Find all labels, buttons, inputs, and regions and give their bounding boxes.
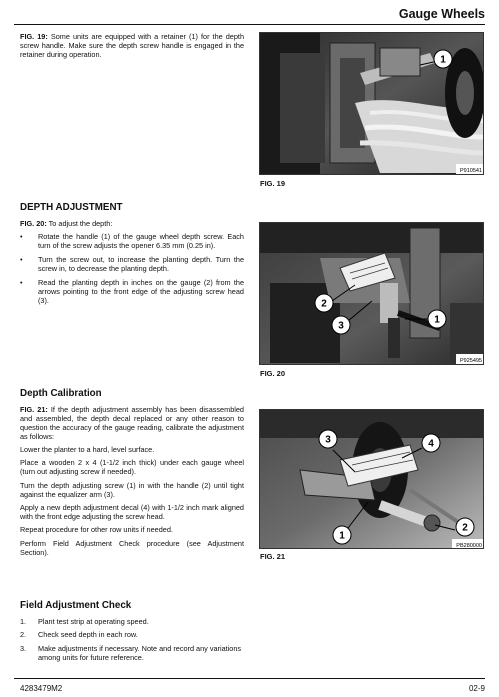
- fig19-callout-1: 1: [440, 54, 446, 66]
- depth-adjustment-section: [20, 202, 244, 311]
- step-number: 3.: [20, 643, 27, 653]
- fig21-callout-4: 4: [428, 438, 434, 450]
- step-text: Make adjustments if necessary. Note and record any variations among units for future reference.: [38, 643, 242, 662]
- fig21-callout-2: 2: [462, 522, 468, 534]
- depth-calibration-heading: Depth Calibration: [20, 388, 102, 399]
- step-number: 2.: [20, 630, 27, 640]
- fig21-photo-code: PB280000: [456, 543, 482, 549]
- fig19-description: [20, 33, 244, 64]
- fig20-photo: [259, 222, 484, 365]
- fig20-illustration: [260, 223, 484, 365]
- calibration-paragraph: Repeat procedure for other row units if needed.: [20, 525, 173, 535]
- depth-adjustment-heading: DEPTH ADJUSTMENT: [20, 202, 123, 213]
- fig20-photo-code: P925495: [459, 358, 482, 364]
- step-item: [20, 631, 244, 640]
- fig19-label: FIG. 19: [260, 179, 286, 188]
- doc-number: 4283479M2: [20, 684, 63, 693]
- fig19-photo: [259, 32, 484, 175]
- depth-calibration-section: [20, 388, 244, 562]
- fig19-body: Some units are equipped with a retainer (1) for the depth screw handle. Make sure the depth screw handle is engaged in the retainer during operation.: [20, 32, 245, 59]
- fig21-ref: FIG. 21:: [20, 404, 48, 414]
- field-check-steps: [20, 618, 244, 663]
- section-title: Gauge Wheels: [398, 7, 485, 21]
- fig20-ref: FIG. 20:: [20, 218, 47, 228]
- fig21-illustration: [260, 410, 484, 549]
- fig19-ref: FIG. 19:: [20, 32, 48, 41]
- step-item: [20, 645, 244, 663]
- page-number: 02-9: [468, 684, 485, 693]
- bullet-item: • Rotate the handle (1) of the gauge wheel depth screw. Each turn of the screw adjusts the opener 6.35 mm (0.25 in).: [20, 233, 244, 251]
- fig20-intro: To adjust the depth:: [46, 218, 113, 228]
- fig19-photo-code: P910541: [459, 168, 482, 174]
- bullet-item: • Read the planting depth in inches on the gauge (2) from the arrows pointing to the front edge of the adjusting screw head (3).: [20, 279, 244, 306]
- calibration-paragraph: Lower the planter to a hard, level surface.: [20, 445, 155, 454]
- fig21-intro: If the depth adjustment assembly has been disassembled and assembled, the depth decal replaced or any other reason to question the accuracy of the gauge reading, calibrate the adjustment as follows:: [20, 404, 244, 441]
- depth-adjustment-bullets: [20, 233, 244, 305]
- step-text: Plant test strip at operating speed.: [38, 616, 149, 626]
- calibration-paragraph: Place a wooden 2 x 4 (1-1/2 inch thick) under each gauge wheel (turn out adjusting screw if needed).: [20, 458, 244, 477]
- bullet-item: • Turn the screw out, to increase the planting depth. Turn the screw in, to decrease the planting depth.: [20, 256, 244, 274]
- field-check-section: [20, 600, 244, 667]
- fig20-callout-3: 3: [338, 320, 344, 332]
- calibration-paragraph: Turn the depth adjusting screw (1) in with the handle (2) until tight against the equalizer arm (3).: [20, 480, 244, 499]
- step-text: Check seed depth in each row.: [38, 630, 138, 640]
- calibration-paragraph: Perform Field Adjustment Check procedure (see Adjustment Section).: [20, 538, 244, 557]
- footer-rule: [14, 678, 485, 679]
- fig20-label: FIG. 20: [260, 369, 286, 378]
- fig19-illustration: [260, 33, 484, 175]
- fig20-callout-1: 1: [434, 314, 440, 326]
- fig21-callout-1: 1: [339, 530, 345, 542]
- step-item: [20, 618, 244, 627]
- fig20-callout-2: 2: [321, 298, 327, 310]
- fig21-label: FIG. 21: [260, 552, 286, 561]
- fig21-photo: [259, 409, 484, 549]
- fig21-callout-3: 3: [325, 434, 331, 446]
- calibration-paragraph: Apply a new depth adjustment decal (4) with 1-1/2 inch mark aligned with the front edge adjusting the screw head.: [20, 502, 244, 521]
- step-number: 1.: [20, 616, 27, 626]
- field-check-heading: Field Adjustment Check: [20, 600, 132, 611]
- header-rule: [14, 24, 485, 25]
